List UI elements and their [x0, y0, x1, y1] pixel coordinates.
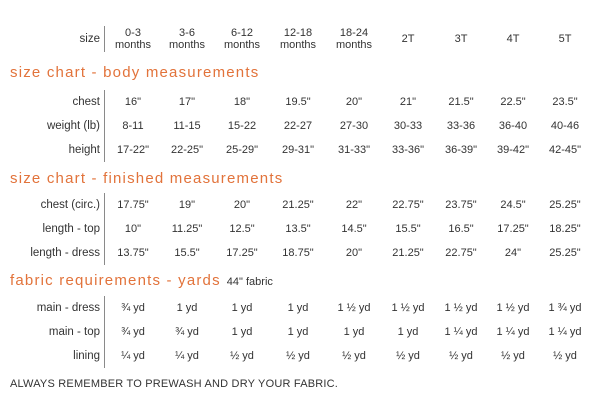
table-cell: 1 yd	[287, 326, 309, 338]
table-row	[0, 90, 600, 114]
table-cell: 22-27	[283, 120, 313, 132]
table-cell: 33-36"	[391, 144, 425, 156]
table-cell: 31-33"	[337, 144, 371, 156]
size-header-cell: 5T	[558, 33, 572, 45]
table-cell: ½ yd	[449, 350, 473, 362]
table-cell: ½ yd	[342, 350, 366, 362]
table-cell: 11-15	[173, 120, 201, 132]
table-cell: ¾ yd	[121, 302, 145, 314]
table-cell: ½ yd	[553, 350, 577, 362]
table-cell: 22"	[345, 199, 363, 211]
table-cell: 1 ½ yd	[391, 302, 425, 314]
size-header-cell: 6-12 months	[223, 27, 261, 51]
prewash-note: ALWAYS REMEMBER TO PREWASH AND DRY YOUR FABRIC.	[10, 378, 339, 390]
table-cell: 20"	[233, 199, 251, 211]
table-cell: 25-29"	[225, 144, 259, 156]
table-cell: 8-11	[122, 120, 144, 132]
table-row	[0, 320, 600, 344]
table-cell: 21.25"	[282, 199, 314, 211]
table-cell: 22.75"	[445, 247, 477, 259]
table-cell: ¼ yd	[121, 350, 145, 362]
table-cell: 1 yd	[343, 326, 365, 338]
table-row	[0, 138, 600, 162]
table-cell: 17.75"	[117, 199, 149, 211]
table-cell: 40-46	[550, 120, 580, 132]
size-header-row	[0, 22, 600, 56]
table-cell: 1 yd	[287, 302, 309, 314]
table-cell: 30-33	[393, 120, 423, 132]
table-cell: ½ yd	[501, 350, 525, 362]
row-label: main - dress	[36, 302, 100, 314]
table-cell: ¾ yd	[121, 326, 145, 338]
size-header-cell: 3-6 months	[168, 27, 206, 51]
table-row	[0, 344, 600, 368]
table-cell: 16.5"	[448, 223, 474, 235]
table-cell: ½ yd	[396, 350, 420, 362]
table-cell: 21.25"	[392, 247, 424, 259]
table-cell: 36-40	[498, 120, 528, 132]
size-header-cell: 18-24 months	[335, 27, 373, 51]
table-cell: ½ yd	[230, 350, 254, 362]
table-cell: 24"	[504, 247, 522, 259]
table-cell: 1 ¼ yd	[444, 326, 478, 338]
row-label: chest (circ.)	[40, 199, 100, 211]
table-cell: 22-25"	[170, 144, 204, 156]
size-header-cell: 4T	[506, 33, 520, 45]
table-cell: 1 yd	[176, 302, 198, 314]
table-cell: 15.5"	[395, 223, 421, 235]
table-cell: 13.5"	[285, 223, 311, 235]
size-header-cell: 3T	[454, 33, 468, 45]
table-cell: 17.25"	[226, 247, 258, 259]
table-row	[0, 114, 600, 138]
table-cell: 17-22"	[116, 144, 150, 156]
table-cell: 15-22	[227, 120, 257, 132]
table-cell: 22.5"	[500, 96, 526, 108]
table-cell: 33-36	[446, 120, 476, 132]
table-cell: 10"	[124, 223, 142, 235]
table-cell: 29-31"	[281, 144, 315, 156]
table-cell: 1 ½ yd	[496, 302, 530, 314]
table-cell: 1 ½ yd	[444, 302, 478, 314]
row-label: main - top	[48, 326, 100, 338]
table-cell: 16"	[124, 96, 142, 108]
fabric-width-note: 44" fabric	[226, 276, 273, 288]
size-header-cell: 2T	[401, 33, 415, 45]
row-label: lining	[73, 350, 100, 362]
section-title-fabric-requirements: fabric requirements - yards 44" fabric	[10, 272, 273, 289]
table-cell: 25.25"	[549, 247, 581, 259]
table-cell: 20"	[345, 96, 363, 108]
table-row	[0, 217, 600, 241]
table-cell: 17"	[178, 96, 196, 108]
table-cell: 15.5"	[174, 247, 200, 259]
section-title-body-measurements: size chart - body measurements	[10, 64, 260, 81]
size-header-label: size	[79, 33, 100, 45]
table-cell: 19.5"	[285, 96, 311, 108]
row-label: weight (lb)	[46, 120, 100, 132]
table-cell: 39-42"	[496, 144, 530, 156]
table-row	[0, 241, 600, 265]
table-cell: 17.25"	[497, 223, 529, 235]
table-cell: 42-45"	[548, 144, 582, 156]
table-cell: 1 ¼ yd	[548, 326, 582, 338]
table-cell: 18.25"	[549, 223, 581, 235]
table-cell: 14.5"	[341, 223, 367, 235]
table-cell: 19"	[178, 199, 196, 211]
table-cell: 25.25"	[549, 199, 581, 211]
table-cell: 1 yd	[397, 326, 419, 338]
table-cell: 23.75"	[445, 199, 477, 211]
table-row	[0, 296, 600, 320]
table-cell: 11.25"	[171, 223, 203, 235]
header-divider	[104, 26, 105, 52]
table-cell: 1 ¼ yd	[496, 326, 530, 338]
row-label: height	[68, 144, 100, 156]
table-cell: 18.75"	[282, 247, 314, 259]
table-cell: 23.5"	[552, 96, 578, 108]
row-label: chest	[72, 96, 100, 108]
section-title-finished-measurements: size chart - finished measurements	[10, 170, 284, 187]
table-cell: 1 ½ yd	[337, 302, 371, 314]
table-cell: 20"	[345, 247, 363, 259]
row-label: length - top	[42, 223, 100, 235]
table-cell: ¾ yd	[175, 326, 199, 338]
table-cell: ½ yd	[286, 350, 310, 362]
table-cell: 36-39"	[444, 144, 478, 156]
table-row	[0, 193, 600, 217]
table-cell: 1 yd	[231, 302, 253, 314]
table-cell: 1 yd	[231, 326, 253, 338]
row-label: length - dress	[30, 247, 100, 259]
table-cell: ¼ yd	[175, 350, 199, 362]
table-cell: 24.5"	[500, 199, 526, 211]
table-cell: 21"	[399, 96, 417, 108]
table-cell: 13.75"	[117, 247, 149, 259]
table-cell: 22.75"	[392, 199, 424, 211]
size-header-cell: 12-18 months	[279, 27, 317, 51]
size-header-cell: 0-3 months	[114, 27, 152, 51]
table-cell: 1 ¾ yd	[548, 302, 582, 314]
table-cell: 27-30	[339, 120, 369, 132]
table-cell: 12.5"	[229, 223, 255, 235]
table-cell: 21.5"	[448, 96, 474, 108]
table-cell: 18"	[233, 96, 251, 108]
